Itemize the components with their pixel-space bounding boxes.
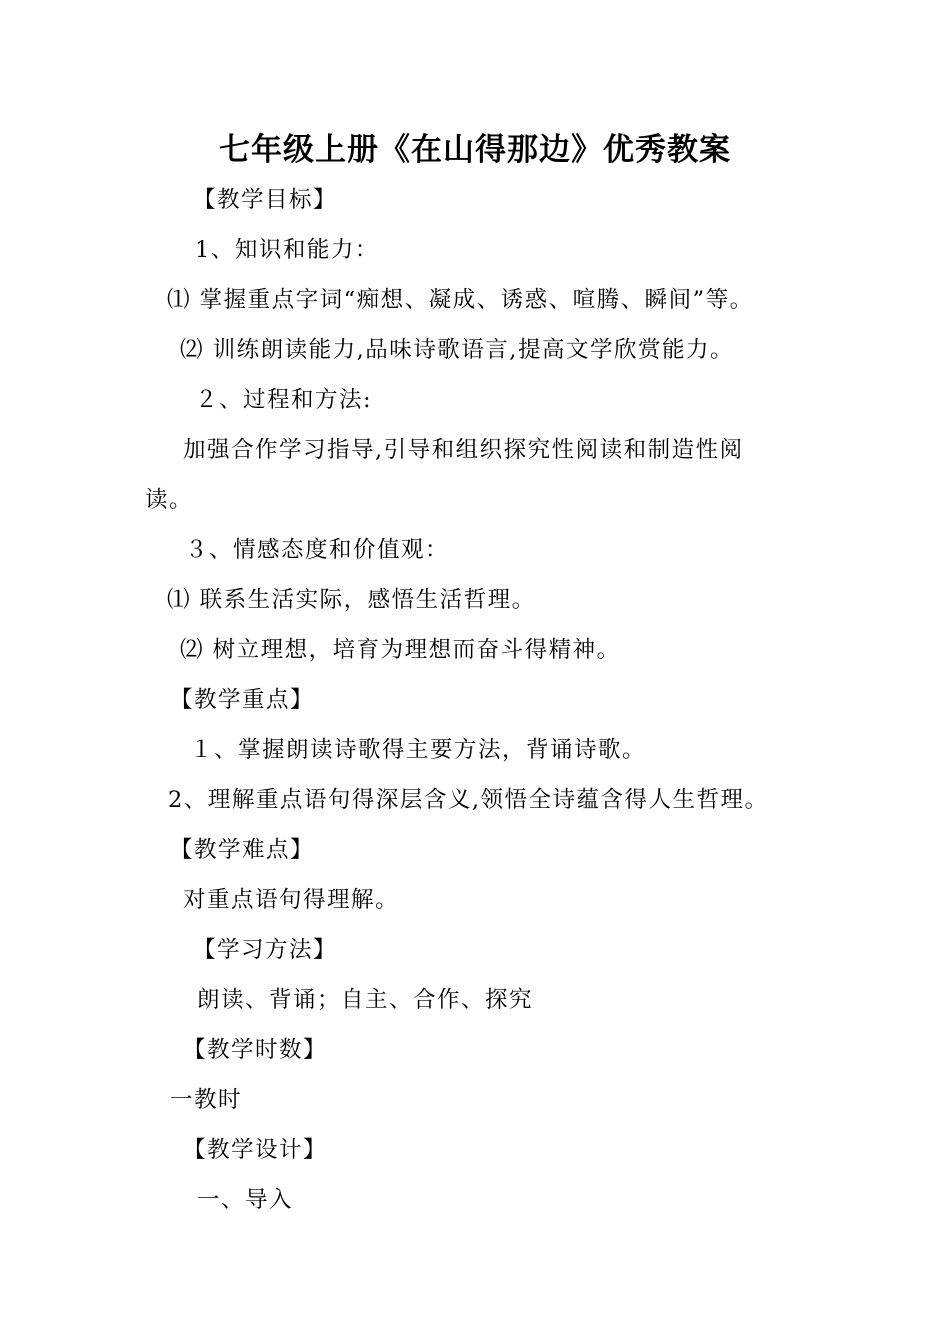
paragraph-text: 加强合作学习指导,引导和组织探究性阅读和制造性阅 [183, 437, 744, 463]
section-heading-key-points: 【教学重点】 [170, 687, 315, 713]
section-heading-methods: 【学习方法】 [193, 937, 338, 963]
paragraph-text: 对重点语句得理解。 [183, 887, 400, 913]
paragraph-text: 读。 [145, 487, 194, 513]
objective-attitude-heading: ３、情感态度和价值观： [185, 537, 450, 563]
section-heading-class-hours: 【教学时数】 [183, 1037, 328, 1063]
section-heading-objectives: 【教学目标】 [193, 187, 338, 213]
objective-item: ⑵ 树立理想，培育为理想而奋斗得精神。 [180, 637, 621, 663]
objective-item: ⑴ 联系生活实际，感悟生活哲理。 [167, 587, 536, 613]
key-point-item: １、掌握朗读诗歌得主要方法，背诵诗歌。 [190, 737, 647, 763]
document-title: 七年级上册《在山得那边》优秀教案 [219, 132, 731, 168]
paragraph-text: 一教时 [170, 1087, 243, 1113]
section-heading-difficulties: 【教学难点】 [170, 837, 315, 863]
objective-knowledge-heading: 1、知识和能力： [195, 237, 379, 263]
design-step-heading: 一、导入 [197, 1187, 294, 1213]
objective-item: ⑴ 掌握重点字词“痴想、凝成、诱惑、喧腾、瞬间”等。 [167, 287, 754, 313]
paragraph-text: 朗读、背诵；自主、合作、探究 [197, 987, 534, 1013]
objective-process-heading: ２、过程和方法: [195, 387, 373, 413]
objective-item: ⑵ 训练朗读能力,品味诗歌语言,提高文学欣赏能力。 [180, 337, 734, 363]
section-heading-design: 【教学设计】 [183, 1137, 328, 1163]
key-point-item: 2、理解重点语句得深层含义,领悟全诗蕴含得人生哲理。 [168, 787, 769, 813]
